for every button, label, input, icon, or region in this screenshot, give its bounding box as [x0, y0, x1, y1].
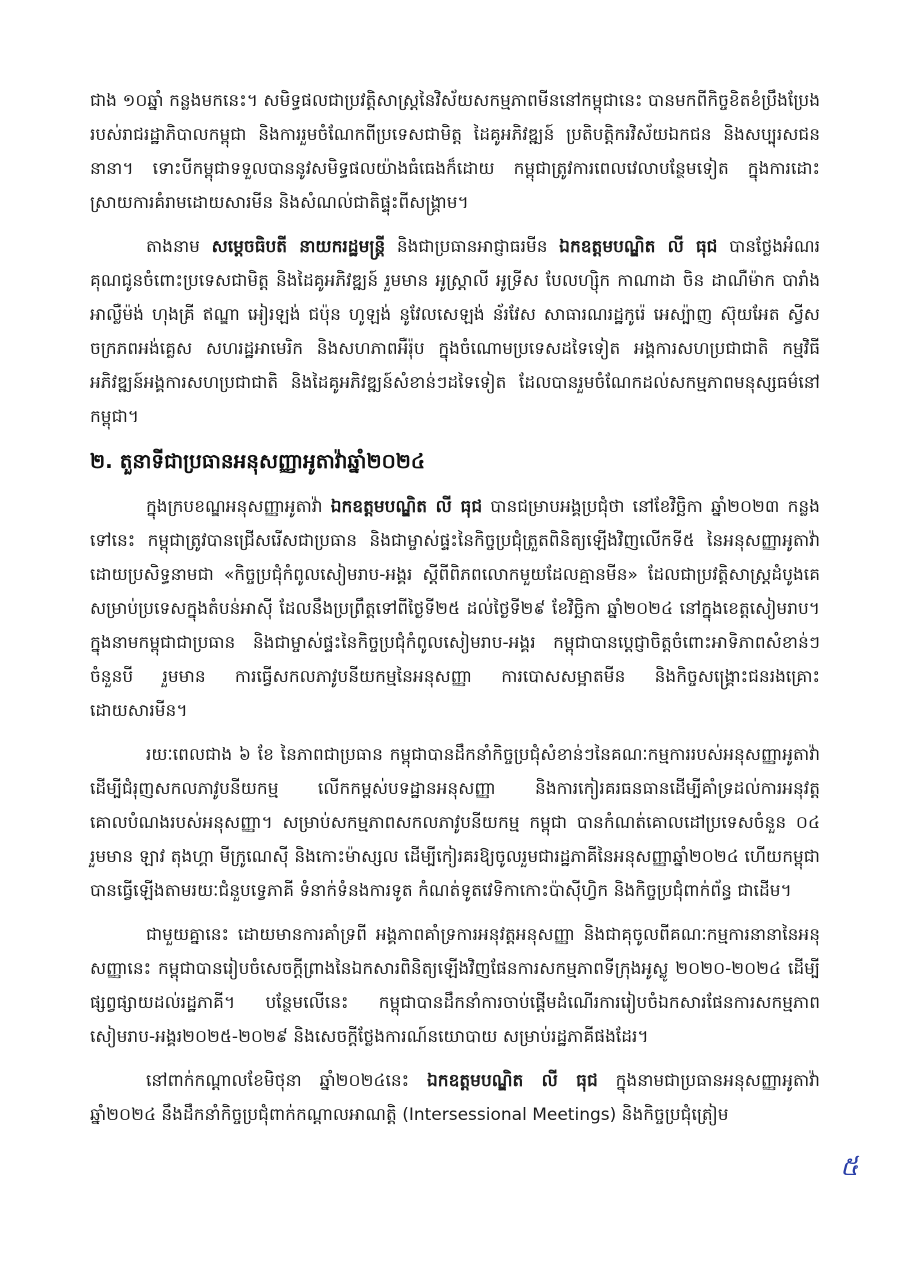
document-body — [90, 84, 820, 1142]
paragraph-six-months: រយៈពេលជាង ៦ ខែ នៃភាពជាប្រធាន កម្ពុជាបានដឹកនាំកិច្ចប្រជុំសំខាន់ៗនៃគណៈកម្មការរបស់អនុសញ្ញាអូតាវ៉ា ដើម្បីជំរុញសកលភាវូបនីយកម្ម លើកកម្ពស់បទដ្ឋានអនុសញ្ញា និងការកៀរគរធនធានដើម្បីគាំទ្រដល់ការអនុវត្តគោលបំណងរបស់អនុសញ្ញា។ សម្រាប់សកម្មភាពសកលភាវូបនីយកម្ម កម្ពុជា បានកំណត់គោលដៅប្រទេសចំនួន ០៤ រួមមាន ឡាវ តុងហ្គា មីក្រូណេស៊ី និងកោះម៉ាស្សល ដើម្បីកៀរគរឱ្យចូលរួមជារដ្ឋភាគីនៃអនុសញ្ញាឆ្នាំ២០២៤ ហើយកម្ពុជា បានធ្វើឡើងតាមរយៈជំនួបទ្វេភាគី ទំនាក់ទំនងការទូត កំណត់ទូតវេទិកាកោះប៉ាស៊ីហ្វិក និងកិច្ចប្រជុំពាក់ព័ន្ធ ជាដើម។ — [90, 745, 820, 901]
paragraph-thanks-body: បានថ្លែងអំណរគុណជូនចំពោះប្រទេសជាមិត្ត និងដៃគូអភិវឌ្ឍន៍ រួមមាន អូស្ត្រាលី អូទ្រីស បែលហ្ស៊ិក កាណាដា ចិន ដាណឺម៉ាក បារាំង អាល្លឺម៉ង់ ហុងគ្រី ឥណ្ឌា អៀរឡង់ ជប៉ុន ហូឡង់ នូវែលសេឡង់ ន័រវែស សាធារណរដ្ឋកូរ៉េ អេស្ប៉ាញ ស៊ុយអែត ស្វីស ចក្រភពអង់គ្លេស សហរដ្ឋអាមេរិក និងសហភាពអឺរ៉ុប ក្នុងចំណោមប្រទេសដទៃទៀត អង្គការសហប្រជាជាតិ កម្មវិធីអភិវឌ្ឍន៍អង្គការសហប្រជាជាតិ និងដៃគូអភិវឌ្ឍន៍សំខាន់ៗដទៃទៀត ដែលបានរួមចំណែកដល់សកម្មភាពមនុស្សធម៌នៅកម្ពុជា។ — [90, 237, 820, 427]
speaker-name: ឯកឧត្តមបណ្ឌិត លី ធុជ — [426, 1071, 598, 1091]
paragraph-presidency-body: បានជម្រាបអង្គប្រជុំថា នៅខែវិច្ឆិកា ឆ្នាំ២០២៣ កន្លងទៅនេះ កម្ពុជាត្រូវបានជ្រើសរើសជាប្រធាន និងជាម្ចាស់ផ្ទះនៃកិច្ចប្រជុំត្រួតពិនិត្យឡើងវិញលើកទី៥ នៃអនុសញ្ញាអូតាវ៉ា ដោយប្រសិទ្ធនាមជា «កិច្ចប្រជុំកំពូលសៀមរាប-អង្គរ ស្តីពីពិភពលោកមួយដែលគ្មានមីន» ដែលជាប្រវត្តិសាស្ត្រដំបូងគេសម្រាប់ប្រទេសក្នុងតំបន់អាស៊ី ដែលនឹងប្រព្រឹត្តទៅពីថ្ងៃទី២៥ ដល់ថ្ងៃទី២៩ ខែវិច្ឆិកា ឆ្នាំ២០២៤ នៅក្នុងខេត្តសៀមរាប។ ក្នុងនាមកម្ពុជាជាប្រធាន និងជាម្ចាស់ផ្ទះនៃកិច្ចប្រជុំកំពូលសៀមរាប-អង្គរ កម្ពុជាបានប្តេជ្ញាចិត្តចំពោះអាទិភាពសំខាន់ៗចំនួនបី រួមមាន ការធ្វើសកលភាវូបនីយកម្មនៃអនុសញ្ញា ការបោសសម្អាតមីន និងកិច្ចសង្គ្រោះជនរងគ្រោះដោយសារមីន។ — [90, 497, 820, 721]
speaker-name: ឯកឧត្តមបណ្ឌិត លី ធុជ — [330, 497, 483, 517]
paragraph-thanks-intro: តាងនាម — [146, 237, 212, 257]
page-number-handwritten: ៥ — [840, 1152, 859, 1182]
paragraph-thanks-mid: និងជាប្រធានអាជ្ញាធរមីន — [385, 237, 560, 257]
speaker-name: ឯកឧត្តមបណ្ឌិត លី ធុជ — [559, 237, 718, 257]
section-heading-presidency: ២. តួនាទីជាប្រធានអនុសញ្ញាអូតាវ៉ាឆ្នាំ២០២៤ — [90, 449, 426, 473]
paragraph-presidency-intro: ក្នុងក្របខណ្ឌអនុសញ្ញាអូតាវ៉ា — [146, 497, 331, 517]
paragraph-achievements: ជាង ១០ឆ្នាំ កន្លងមកនេះ។ សមិទ្ធផលជាប្រវត្តិសាស្ត្រនៃវិស័យសកម្មភាពមីននៅកម្ពុជានេះ បានមកពីកិច្ចខិតខំប្រឹងប្រែងរបស់រាជរដ្ឋាភិបាលកម្ពុជា និងការរួមចំណែកពីប្រទេសជាមិត្ត ដៃគូអភិវឌ្ឍន៍ ប្រតិបត្តិករវិស័យឯកជន និងសប្បុរសជននានា។ ទោះបីកម្ពុជាទទួលបាននូវសមិទ្ធផលយ៉ាងធំធេងក៏ដោយ កម្ពុជាត្រូវការពេលវេលាបន្ថែមទៀត ក្នុងការដោះស្រាយការគំរាមដោយសារមីន និងសំណល់ជាតិផ្ទុះពីសង្គ្រាម។ — [90, 91, 820, 213]
paragraph-intersessional — [90, 1064, 820, 1132]
paragraph-oslo-plan: ជាមួយគ្នានេះ ដោយមានការគាំទ្រពី អង្គភាពគាំទ្រការអនុវត្តអនុសញ្ញា និងជាគុចូលពីគណៈកម្មការនានានៃអនុសញ្ញានេះ កម្ពុជាបានរៀបចំសេចក្តីព្រាងនៃឯកសារពិនិត្យឡើងវិញផែនការសកម្មភាពទីក្រុងអូស្លូ ២០២០-២០២៤ ដើម្បីផ្សព្វផ្សាយដល់រដ្ឋភាគី។ បន្ថែមលើនេះ កម្ពុជាបានដឹកនាំការចាប់ផ្តើមដំណើរការរៀបចំឯកសារផែនការសកម្មភាពសៀមរាប-អង្គរ២០២៥-២០២៩ និងសេចក្តីថ្លែងការណ៍នយោបាយ សម្រាប់រដ្ឋភាគីផងដែរ។ — [90, 925, 820, 1047]
paragraph-intersessional-intro: នៅពាក់កណ្តាលខែមិថុនា ឆ្នាំ២០២៤នេះ — [146, 1071, 427, 1091]
paragraph-presidency — [90, 490, 820, 728]
paragraph-intersessional-body: ក្នុងនាមជាប្រធានអនុសញ្ញាអូតាវ៉ាឆ្នាំ២០២៤ នឹងដឹកនាំកិច្ចប្រជុំពាក់កណ្តាលអាណត្តិ (Intersessional Meetings) និងកិច្ចប្រជុំត្រៀម — [90, 1071, 820, 1125]
paragraph-thanks — [90, 230, 820, 434]
prime-minister-title: សម្តេចធិបតី នាយករដ្ឋមន្ត្រី — [211, 237, 386, 257]
